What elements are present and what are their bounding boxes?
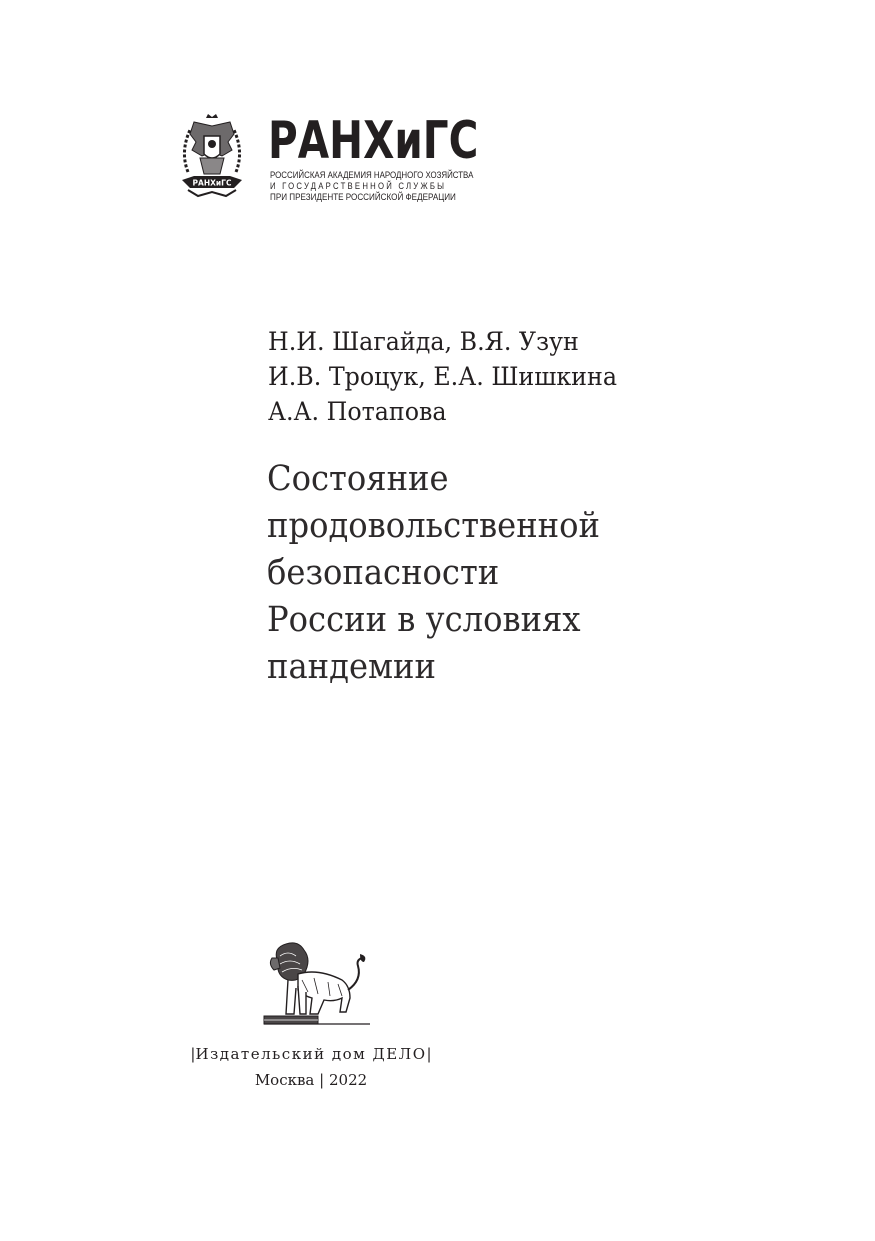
institution-logo-text: РАНХиГС [268, 111, 479, 171]
author-line-3: А.А. Потапова [268, 397, 447, 426]
ranepa-emblem [178, 112, 246, 202]
author-line-2: И.В. Троцук, Е.А. Шишкина [268, 362, 617, 391]
publisher-bar-right: | [426, 1045, 432, 1063]
title-line-3: безопасности [267, 553, 500, 593]
institution-subtitle-line-1: РОССИЙСКАЯ АКАДЕМИЯ НАРОДНОГО ХОЗЯЙСТВА [270, 170, 474, 180]
lion-publisher-icon [258, 940, 376, 1032]
book-title [267, 456, 707, 691]
title-line-5: пандемии [267, 647, 436, 687]
publication-year: 2022 [329, 1071, 368, 1089]
publisher-name: Издательский дом ДЕЛО [195, 1045, 427, 1063]
institution-subtitle-line-3: ПРИ ПРЕЗИДЕНТЕ РОССИЙСКОЙ ФЕДЕРАЦИИ [270, 192, 456, 202]
title-line-4: России в условиях [267, 600, 581, 640]
publication-city: Москва [254, 1071, 315, 1089]
title-line-1: Состояние [267, 459, 449, 499]
publisher-bar-left: | [190, 1045, 196, 1063]
emblem-banner-text: РАНХиГС [192, 178, 232, 188]
institution-subtitle-line-2: И ГОСУДАРСТВЕННОЙ СЛУЖБЫ [270, 181, 447, 191]
title-line-2: продовольственной [267, 506, 600, 546]
author-line-1: Н.И. Шагайда, В.Я. Узун [268, 327, 579, 356]
publication-place-year [176, 1070, 446, 1090]
publication-separator: | [319, 1071, 325, 1089]
authors-list [268, 324, 635, 429]
publisher-name-line [176, 1044, 446, 1064]
